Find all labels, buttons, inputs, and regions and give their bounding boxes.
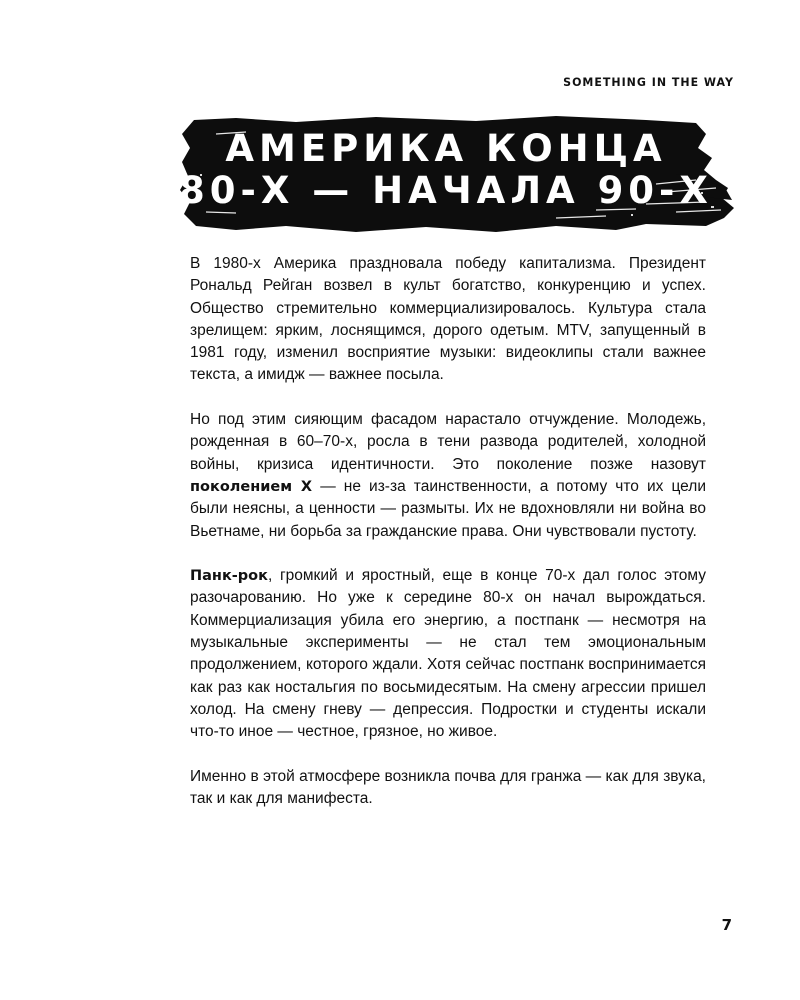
chapter-title-banner [176,114,736,238]
paragraph-1 [190,253,706,387]
term-generation-x: поколением X [190,478,313,495]
running-header: SOMETHING IN THE WAY [563,75,734,90]
paragraph-4 [190,766,706,811]
paragraph-4-text: Именно в этой атмосфере возникла почва для гранжа — как для звука, так и как для манифеста. [190,767,706,808]
paragraph-3-text-after: , громкий и яростный, еще в конце 70-х дал голос этому разочарованию. Но уже к середине 80-х он начал вырождаться. Коммерциализация убила его энергию, а постпанк — несмотря на музыкальные эксперименты — не стал тем эмоциональным продолжением, которого ждали. Хотя сейчас постпанк воспринимается как раз как ностальгия по восьмидесятым. На смену агрессии пришел холод. На смену гневу — депрессия. Подростки и студенты искали что-то иное — честное, грязное, но живое. [190,567,706,741]
term-punk-rock: Панк-рок [190,568,268,585]
paragraph-2-text-after: — не из-за таинственности, а потому что их цели были неясны, а ценности — размыты. Их не вдохновляли ни война во Вьетнаме, ни борьба за гражданские права. Они чувствовали пустоту. [190,477,706,540]
chapter-title [176,128,716,212]
chapter-title-line-1: АМЕРИКА КОНЦА [225,127,667,170]
chapter-title-line-2: 80-Х — НАЧАЛА 90-Х [179,169,713,212]
paragraph-2-text-before: Но под этим сияющим фасадом нарастало отчуждение. Молодежь, рожденная в 60–70-х, росла в тени развода родителей, холодной войны, кризиса идентичности. Это поколение позже назовут [190,411,706,473]
body-text [190,253,706,833]
paragraph-3 [190,565,706,743]
paragraph-1-text: В 1980-х Америка праздновала победу капитализма. Президент Рональд Рейган возвел в культ богатство, конкуренцию и успех. Общество стремительно коммерциализировалось. Культура стала зрелищем: ярким, лоснящимся, дорого одетым. MTV, запущенный в 1981 году, изменил восприятие музыки: видеоклипы стали важнее текста, а имидж — важнее посыла. [190,255,706,384]
paragraph-2 [190,409,706,543]
page-number: 7 [721,916,732,934]
